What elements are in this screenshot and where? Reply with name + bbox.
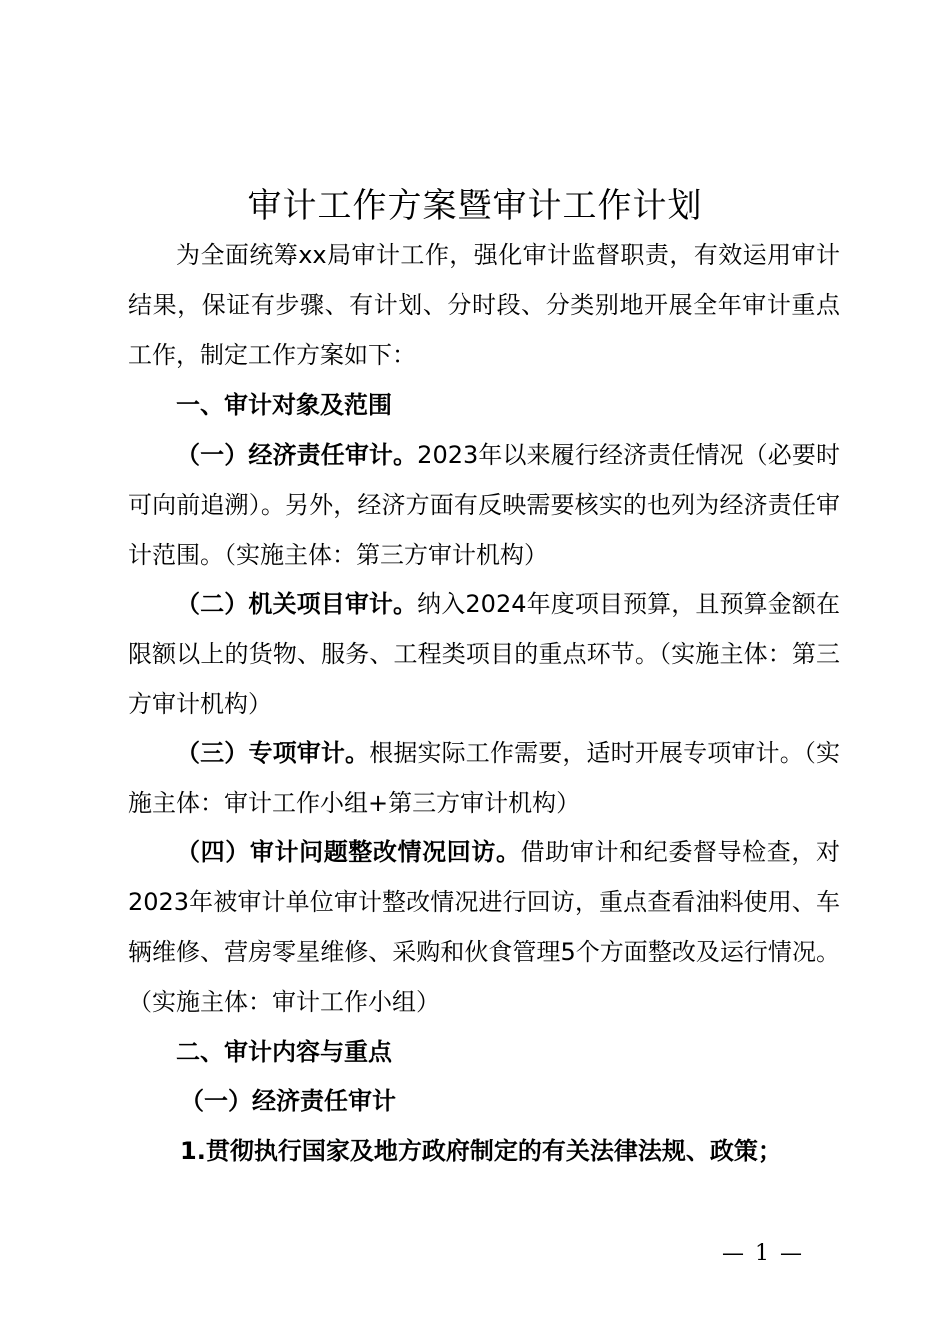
item-label: （四）审计问题整改情况回访。 bbox=[176, 838, 521, 866]
section1-item-1 bbox=[128, 430, 840, 580]
section-heading-2: 二、审计内容与重点 bbox=[176, 1038, 392, 1066]
item-text: 纳入2024年度项目预算，且预算金额在限额以上的货物、服务、工程类项目的重点环节。（实施主体：第三方审计机构） bbox=[128, 590, 841, 718]
item-text: 2023年以来履行经济责任情况（必要时可向前追溯）。另外，经济方面有反映需要核实的也列为经济责任审计范围。（实施主体：第三方审计机构） bbox=[128, 441, 841, 569]
intro-paragraph: 为全面统筹xx局审计工作，强化审计监督职责，有效运用审计结果，保证有步骤、有计划、分时段、分类别地开展全年审计重点工作，制定工作方案如下： bbox=[128, 241, 840, 369]
section2-point-1: 1.贯彻执行国家及地方政府制定的有关法律法规、政策； bbox=[180, 1137, 782, 1165]
document-title: 审计工作方案暨审计工作计划 bbox=[247, 186, 703, 226]
section1-item-4 bbox=[128, 827, 840, 1027]
item-text: 借助审计和纪委督导检查，对2023年被审计单位审计整改情况进行回访，重点查看油料使用、车辆维修、营房零星维修、采购和伙食管理5个方面整改及运行情况。（实施主体：审计工作小组） bbox=[128, 838, 841, 1016]
page-number: — 1 — bbox=[722, 1241, 804, 1266]
section1-item-3 bbox=[128, 728, 840, 828]
item-label: （一）经济责任审计。 bbox=[176, 441, 418, 469]
item-label: （三）专项审计。 bbox=[176, 739, 370, 767]
section2-sub-heading: （一）经济责任审计 bbox=[180, 1087, 396, 1115]
section1-item-2 bbox=[128, 579, 840, 729]
item-label: （二）机关项目审计。 bbox=[176, 590, 418, 618]
section-heading-1: 一、审计对象及范围 bbox=[176, 391, 392, 419]
item-text: 根据实际工作需要，适时开展专项审计。（实施主体：审计工作小组+第三方审计机构） bbox=[128, 739, 841, 817]
